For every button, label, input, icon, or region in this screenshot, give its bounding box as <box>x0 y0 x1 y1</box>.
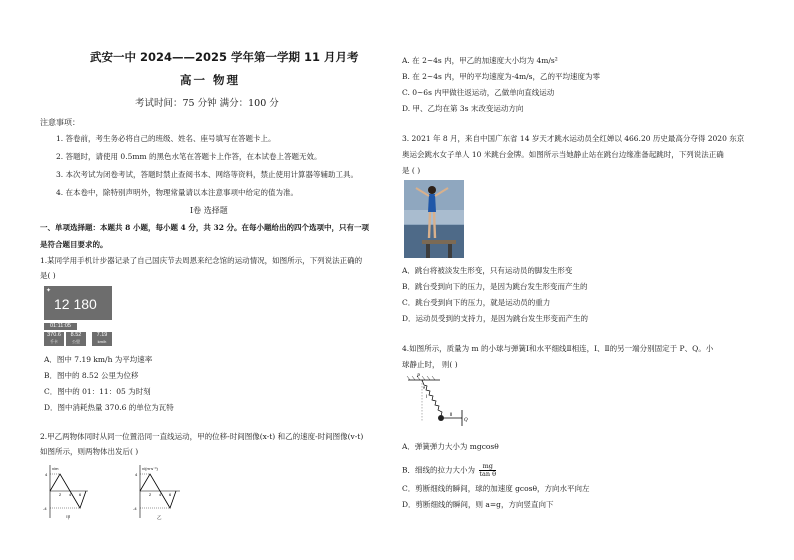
pedometer-steps: 12 180 <box>54 296 97 312</box>
section-intro-cont: 是符合题目要求的。 <box>40 240 108 249</box>
graph-jia-caption: 甲 <box>66 515 71 520</box>
q2-stem: 2.甲乙两物体同时从同一位置沿同一直线运动，甲的位移-时间图像(x-t) 和乙的速度-时间图像(v-t) <box>40 432 364 441</box>
exam-subtitle: 高一 物理 <box>180 73 241 87</box>
graph-jia <box>43 465 88 521</box>
q2-option-c: C. 0~6s 内甲做往返运动，乙做单向直线运动 <box>402 88 555 97</box>
section-intro: 一、单项选择题：本题共 8 小题，每小题 4 分，共 32 分。在每小题给出的四个选项中，只有一项 <box>40 223 370 232</box>
q4-option-b <box>402 463 496 478</box>
graph-yi-ymin: -4 <box>133 506 137 511</box>
q2-option-a: A. 在 2~4s 内，甲乙的加速度大小均为 4m/s² <box>402 56 558 65</box>
q4-option-c: C．剪断细线的瞬间，球的加速度 gcosθ，方向水平向左 <box>402 484 590 493</box>
q1-stem: 1.某同学用手机计步器记录了自己国庆节去周恩来纪念馆的运动情况，如图所示，下列说法正确的 <box>40 256 363 265</box>
diver-photo <box>404 180 464 258</box>
graph-yi-ymax: 4 <box>135 472 138 477</box>
graph-yi <box>133 465 180 520</box>
graph-jia-xtick: 4 <box>69 492 72 497</box>
pedometer-steps-panel <box>44 286 112 320</box>
stat-value: 370.6 <box>47 332 61 338</box>
note-item: 1. 答卷前，考生务必将自己的班级、姓名、座号填写在答题卡上。 <box>56 134 276 143</box>
q4-label-p: P <box>417 374 421 379</box>
q3-stem-cont: 奥运会跳水女子单人 10 米跳台金牌。如图所示当她静止站在跳台边缘准备起跳时，下列说法正确 <box>402 150 724 159</box>
q4-option-a: A．弹簧弹力大小为 mgcosθ <box>402 442 499 451</box>
stat-value: 8.52 <box>70 332 82 338</box>
note-item: 4. 在本卷中，除特别声明外，物理常量请以本注意事项中给定的值为准。 <box>56 188 299 197</box>
notes-heading: 注意事项： <box>40 118 80 127</box>
q4-label-string: Ⅱ <box>450 412 453 417</box>
fraction-numerator: mg <box>479 463 496 471</box>
graph-jia-ymin: -4 <box>43 506 47 511</box>
q4-stem: 4.如图所示，质量为 m 的小球与弹簧Ⅰ和水平细线Ⅱ相连，Ⅰ、Ⅱ的另一端分别固定于 P、Q。小 <box>402 344 714 353</box>
graph-yi-ylabel: v/(m·s⁻¹) <box>142 466 158 471</box>
q2-stem-cont: 如图所示，则两物体出发后( ) <box>40 447 139 456</box>
pedometer-stat <box>44 332 64 346</box>
q4-label-q: Q <box>464 418 468 423</box>
graph-jia-xtick: 2 <box>59 492 62 497</box>
q1-option-c: C．图中的 01：11：05 为时刻 <box>44 387 151 396</box>
q4-label-spring: Ⅰ <box>426 394 428 399</box>
graph-yi-xtick: 2 <box>149 492 152 497</box>
q1-option-d: D．图中消耗热量 370.6 的单位为瓦特 <box>44 403 174 412</box>
q4-option-d: D．剪断细线的瞬间，则 a=g，方向竖直向下 <box>402 500 554 509</box>
pedometer-time: 01:11:05 <box>44 323 77 330</box>
q3-option-d: D．运动员受到的支持力，是因为跳台发生形变而产生的 <box>402 314 589 323</box>
note-item: 2. 答题时，请使用 0.5mm 的黑色水笔在答题卡上作答，在本试卷上答题无效。 <box>56 152 322 161</box>
graph-yi-xtick: 6 <box>169 492 172 497</box>
graph-jia-ylabel: x/m <box>52 466 59 471</box>
q4-option-b-fraction <box>479 463 496 478</box>
q2-option-d: D. 甲、乙均在第 3s 末改变运动方向 <box>402 104 524 113</box>
pedometer-stat <box>92 332 112 346</box>
graph-yi-xtick: 4 <box>159 492 162 497</box>
note-item: 3. 本次考试为闭卷考试，答题时禁止查阅书本、网络等资料，禁止使用计算器等辅助工具。 <box>56 170 359 179</box>
q2-option-b: B. 在 2~4s 内，甲的平均速度为-4m/s，乙的平均速度为零 <box>402 72 601 81</box>
graph-jia-ymax: 4 <box>45 472 48 477</box>
exam-title: 武安一中 2024——2025 学年第一学期 11 月月考 <box>90 50 359 64</box>
fraction-denominator: tan θ <box>479 470 497 478</box>
q1-option-a: A．图中 7.19 km/h 为平均速率 <box>44 355 153 364</box>
graph-jia-xtick: 6 <box>79 492 82 497</box>
q1-pedometer-image <box>44 286 112 346</box>
q3-option-c: C．跳台受到向下的压力，就是运动员的重力 <box>402 298 551 307</box>
graph-yi-caption: 乙 <box>157 515 162 520</box>
q4-option-b-text: B．细线的拉力大小为 <box>402 465 476 475</box>
stat-unit: km/h <box>97 339 107 344</box>
stat-value: 7.19 <box>96 332 108 338</box>
q1-option-b: B．图中的 8.52 公里为位移 <box>44 371 139 380</box>
walker-icon: ✦ <box>46 288 52 294</box>
stat-unit: 千卡 <box>50 339 58 344</box>
exam-time-info: 考试时间：75 分钟 满分：100 分 <box>135 98 279 109</box>
q4-spring-figure <box>406 372 476 432</box>
section-label: Ⅰ卷 选择题 <box>190 206 228 215</box>
pedometer-stat <box>66 332 86 346</box>
stat-unit: 公里 <box>72 339 80 344</box>
q1-stem-cont: 是( ) <box>40 271 56 280</box>
q3-stem-end: 是 ( ) <box>402 166 421 175</box>
q3-stem: 3. 2021 年 8 月，来自中国广东省 14 岁天才跳水运动员全红婵以 466.20 历史最高分夺得 2020 东京 <box>402 134 745 143</box>
q3-option-a: A．跳台将被淡发生形变，只有运动员的脚发生形变 <box>402 266 573 275</box>
q3-option-b: B．跳台受到向下的压力，是因为跳台发生形变而产生的 <box>402 282 588 291</box>
q4-stem-cont: 球静止时， 则( ) <box>402 360 458 369</box>
q4-label-angle: θ <box>423 385 425 390</box>
q2-graphs <box>40 462 190 522</box>
